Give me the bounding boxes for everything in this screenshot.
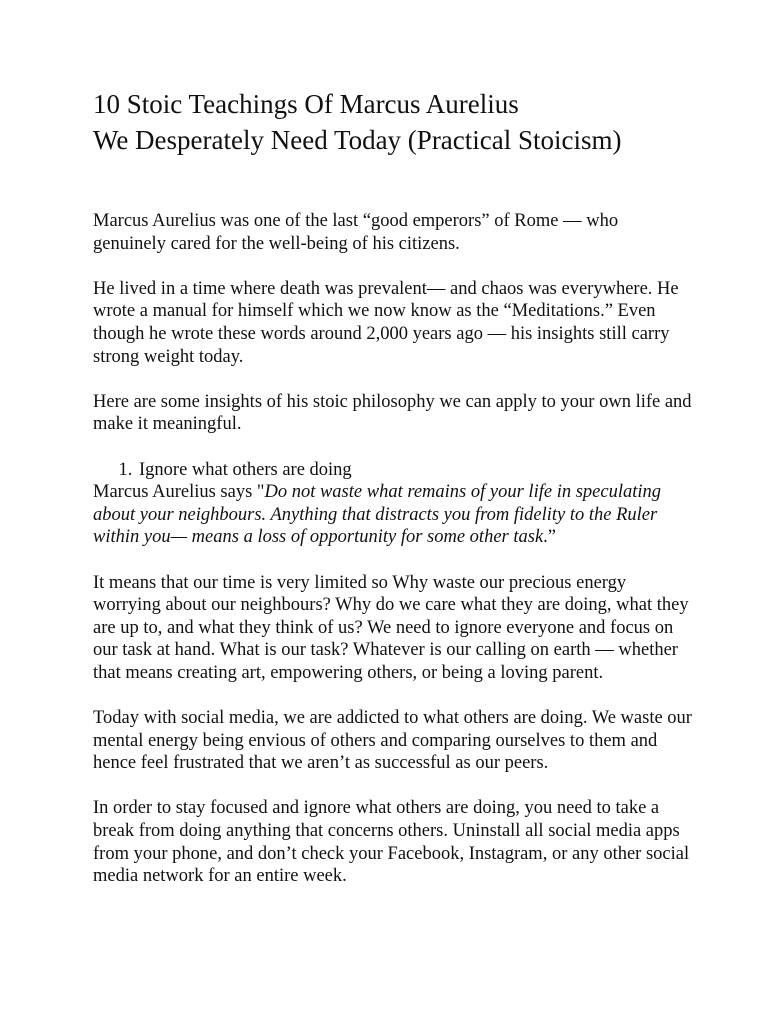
body-paragraph-2: Today with social media, we are addicted to what others are doing. We waste our mental energy being envious of others and comparing ourselves to them and hence feel frustrated that we aren’t as successful as our peers. [93,708,692,774]
title-line-2: We Desperately Need Today (Practical Stoicism) [93,125,622,155]
page-title [93,86,693,158]
document-page [93,86,693,888]
teaching-heading-1: 1. Ignore what others are doing [137,459,693,482]
quote-text: Do not waste what remains of your life in speculating about your neighbours. Anything that distracts you from fidelity to the Ruler within you— means a loss of opportunity for some other task [93,482,661,548]
intro-paragraph-1: Marcus Aurelius was one of the last “good emperors” of Rome — who genuinely cared for the well-being of his citizens. [93,211,619,254]
intro-paragraph-2: He lived in a time where death was prevalent— and chaos was everywhere. He wrote a manual for himself which we now know as the “Meditations.” Even though he wrote these words around 2,000 years ago — his insights still carry strong weight today. [93,278,679,367]
teachings-list [93,459,693,482]
body-paragraph-1: It means that our time is very limited so Why waste our precious energy worrying about our neighbours? Why do we care what they are doing, what they are up to, and what they think of us? We need to ignore everyone and focus on our task at hand. What is our task? Whatever is our calling on earth — whether that means creating art, empowering others, or being a loving parent. [93,572,689,683]
title-line-1: 10 Stoic Teachings Of Marcus Aurelius [93,89,519,119]
intro-paragraph-3: Here are some insights of his stoic philosophy we can apply to your own life and make it meaningful. [93,391,692,435]
body-paragraph-3: In order to stay focused and ignore what others are doing, you need to take a break from doing anything that concerns others. Uninstall all social media apps from your phone, and don’t check your Facebook, Instagram, or any other social media network for an entire week. [93,798,690,887]
quote-prefix: Marcus Aurelius says " [93,482,265,503]
quote-suffix: .” [543,527,557,548]
quote-paragraph [93,481,693,549]
document-body [93,210,693,888]
